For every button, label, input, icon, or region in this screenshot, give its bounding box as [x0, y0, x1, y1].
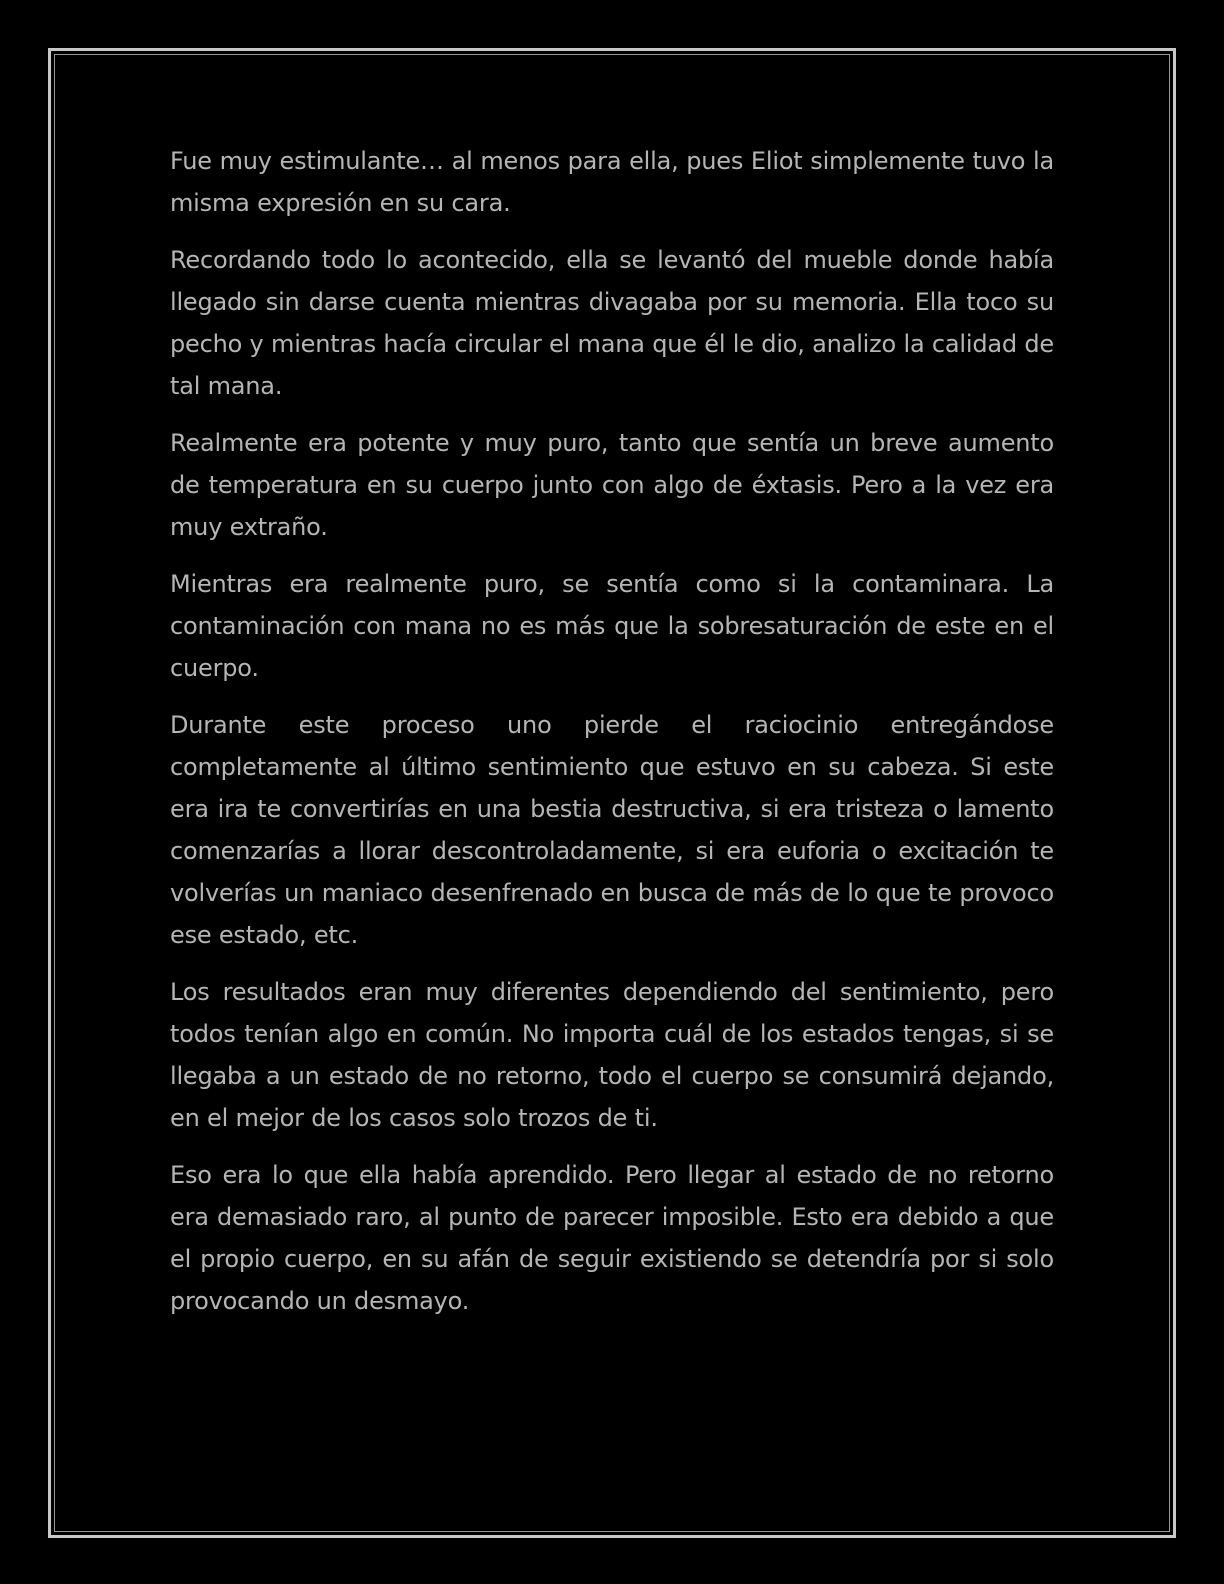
body-text: [170, 140, 1054, 1337]
paragraph-5: Durante este proceso uno pierde el raciocinio entregándose completamente al último sentimiento que estuvo en su cabeza. Si este era ira te convertirías en una bestia destructiva, si era tristeza o lamento comenzarías a llorar descontroladamente, si era euforia o excitación te volverías un maniaco desenfrenado en busca de más de lo que te provoco ese estado, etc.: [170, 711, 1054, 949]
paragraph-4: Mientras era realmente puro, se sentía como si la contaminara. La contaminación con mana no es más que la sobresaturación de este en el cuerpo.: [170, 570, 1054, 682]
paragraph-3: Realmente era potente y muy puro, tanto que sentía un breve aumento de temperatura en su cuerpo junto con algo de éxtasis. Pero a la vez era muy extraño.: [170, 429, 1054, 541]
paragraph-2: Recordando todo lo acontecido, ella se levantó del mueble donde había llegado sin darse cuenta mientras divagaba por su memoria. Ella toco su pecho y mientras hacía circular el mana que él le dio, analizo la calidad de tal mana.: [170, 246, 1054, 400]
paragraph-1: Fue muy estimulante… al menos para ella, pues Eliot simplemente tuvo la misma expresión en su cara.: [170, 147, 1054, 217]
paragraph-7: Eso era lo que ella había aprendido. Pero llegar al estado de no retorno era demasiado raro, al punto de parecer imposible. Esto era debido a que el propio cuerpo, en su afán de seguir existiendo se detendría por si solo provocando un desmayo.: [170, 1161, 1054, 1315]
paragraph-6: Los resultados eran muy diferentes dependiendo del sentimiento, pero todos tenían algo en común. No importa cuál de los estados tengas, si se llegaba a un estado de no retorno, todo el cuerpo se consumirá dejando, en el mejor de los casos solo trozos de ti.: [170, 978, 1054, 1132]
